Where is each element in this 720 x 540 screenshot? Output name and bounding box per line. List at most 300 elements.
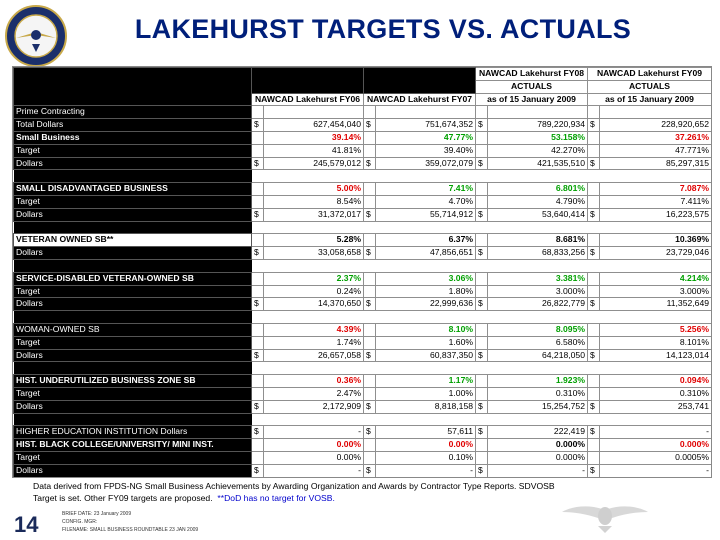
value-cell: 6.37%	[376, 234, 476, 247]
value-cell: 26,657,058	[264, 349, 364, 362]
value-cell	[488, 311, 588, 324]
value-cell	[376, 311, 476, 324]
dollar-sign-cell: $	[588, 119, 600, 132]
value-cell: 3.000%	[488, 285, 588, 298]
table-row	[14, 387, 712, 400]
value-cell: 751,674,352	[376, 119, 476, 132]
value-cell	[264, 106, 364, 119]
value-cell: 85,297,315	[600, 157, 712, 170]
table-row	[14, 426, 712, 439]
row-label: Dollars	[14, 464, 252, 477]
table-row	[14, 106, 712, 119]
dollar-sign-cell: $	[588, 426, 600, 439]
value-cell: -	[376, 464, 476, 477]
row-label: SERVICE-DISABLED VETERAN-OWNED SB	[14, 272, 252, 285]
value-cell	[264, 362, 364, 375]
spacer-row	[14, 221, 712, 234]
row-label: Small Business	[14, 131, 252, 144]
value-cell	[376, 259, 476, 272]
value-cell	[488, 362, 588, 375]
value-cell: 8.54%	[264, 195, 364, 208]
header-fy06: NAWCAD Lakehurst FY06	[252, 93, 364, 106]
value-cell: 8.101%	[600, 336, 712, 349]
dollar-sign-cell	[476, 285, 488, 298]
value-cell	[376, 221, 476, 234]
dollar-sign-cell	[476, 387, 488, 400]
dollar-sign-cell	[364, 183, 376, 196]
dollar-sign-cell: $	[476, 208, 488, 221]
value-cell: 11,352,649	[600, 298, 712, 311]
dollar-sign-cell: $	[476, 426, 488, 439]
value-cell: 42.270%	[488, 144, 588, 157]
value-cell: 2.37%	[264, 272, 364, 285]
spacer-row	[14, 413, 712, 426]
value-cell: 5.28%	[264, 234, 364, 247]
dollar-sign-cell	[476, 362, 488, 375]
value-cell	[488, 106, 588, 119]
dollar-sign-cell	[252, 439, 264, 452]
table-row	[14, 375, 712, 388]
value-cell: 22,999,636	[376, 298, 476, 311]
value-cell: 31,372,017	[264, 208, 364, 221]
navair-seal-logo	[4, 4, 68, 68]
value-cell	[264, 221, 364, 234]
value-cell: 8.095%	[488, 323, 588, 336]
footnote-line2: Target is set. Other FY09 targets are proposed.	[33, 493, 213, 503]
table-row	[14, 323, 712, 336]
dollar-sign-cell	[364, 272, 376, 285]
dollar-sign-cell: $	[588, 464, 600, 477]
row-label: Dollars	[14, 400, 252, 413]
dollar-sign-cell: $	[364, 298, 376, 311]
dollar-sign-cell: $	[588, 247, 600, 260]
dollar-sign-cell: $	[476, 298, 488, 311]
table-row	[14, 131, 712, 144]
brief-org: CONFIG. MGR:	[62, 519, 98, 525]
dollar-sign-cell	[476, 336, 488, 349]
dollar-sign-cell	[252, 272, 264, 285]
value-cell: 789,220,934	[488, 119, 588, 132]
row-label	[14, 362, 252, 375]
value-cell: 4.70%	[376, 195, 476, 208]
value-cell	[264, 259, 364, 272]
row-label: Dollars	[14, 208, 252, 221]
value-cell: 1.923%	[488, 375, 588, 388]
value-cell: 3.06%	[376, 272, 476, 285]
brief-info	[62, 510, 198, 534]
value-cell	[488, 259, 588, 272]
dollar-sign-cell	[252, 323, 264, 336]
dollar-sign-cell	[588, 106, 600, 119]
dollar-sign-cell	[588, 183, 600, 196]
value-cell: 245,579,012	[264, 157, 364, 170]
value-cell: 47,856,651	[376, 247, 476, 260]
dollar-sign-cell	[588, 311, 600, 324]
dollar-sign-cell	[252, 144, 264, 157]
dollar-sign-cell: $	[252, 400, 264, 413]
value-cell: 7.41%	[376, 183, 476, 196]
value-cell: 3.381%	[488, 272, 588, 285]
value-cell: -	[600, 464, 712, 477]
dollar-sign-cell	[364, 311, 376, 324]
dollar-sign-cell	[588, 144, 600, 157]
header-fy09-line2: ACTUALS	[588, 80, 712, 93]
value-cell: 0.00%	[376, 439, 476, 452]
brief-date: BRIEF DATE: 23 January 2009	[62, 511, 132, 517]
footnote	[33, 480, 633, 504]
value-cell: 15,254,752	[488, 400, 588, 413]
table-row	[14, 336, 712, 349]
dollar-sign-cell: $	[252, 349, 264, 362]
dollar-sign-cell	[588, 285, 600, 298]
value-cell: 57,611	[376, 426, 476, 439]
dollar-sign-cell	[364, 170, 376, 183]
dollar-sign-cell	[252, 311, 264, 324]
dollar-sign-cell: $	[252, 464, 264, 477]
footnote-note: **DoD has no target for VOSB.	[217, 493, 335, 503]
value-cell	[376, 413, 476, 426]
dollar-sign-cell	[476, 439, 488, 452]
value-cell: 0.094%	[600, 375, 712, 388]
value-cell	[488, 170, 588, 183]
dollar-sign-cell	[364, 106, 376, 119]
value-cell	[600, 311, 712, 324]
dollar-sign-cell: $	[252, 426, 264, 439]
row-label	[14, 221, 252, 234]
value-cell: 4.790%	[488, 195, 588, 208]
value-cell: 7.411%	[600, 195, 712, 208]
row-label: Dollars	[14, 247, 252, 260]
spacer-row	[14, 259, 712, 272]
dollar-sign-cell	[476, 451, 488, 464]
table-row	[14, 247, 712, 260]
dollar-sign-cell: $	[476, 349, 488, 362]
header-fy07: NAWCAD Lakehurst FY07	[364, 93, 476, 106]
value-cell	[264, 413, 364, 426]
dollar-sign-cell	[476, 259, 488, 272]
dollar-sign-cell	[588, 272, 600, 285]
spacer-row	[14, 170, 712, 183]
dollar-sign-cell: $	[252, 119, 264, 132]
dollar-sign-cell	[252, 413, 264, 426]
dollar-sign-cell: $	[364, 157, 376, 170]
brief-file: FILENAME: SMALL BUSINESS ROUNDTABLE 23 JAN 2009	[62, 527, 199, 533]
row-label: Target	[14, 451, 252, 464]
dollar-sign-cell: $	[364, 247, 376, 260]
naval-wings-icon	[560, 500, 650, 534]
value-cell: 2,172,909	[264, 400, 364, 413]
dollar-sign-cell	[588, 170, 600, 183]
dollar-sign-cell	[252, 387, 264, 400]
row-label: Target	[14, 387, 252, 400]
row-label: Target	[14, 336, 252, 349]
value-cell: -	[600, 426, 712, 439]
dollar-sign-cell	[588, 131, 600, 144]
table-row	[14, 157, 712, 170]
value-cell: -	[264, 464, 364, 477]
dollar-sign-cell: $	[364, 400, 376, 413]
dollar-sign-cell	[364, 413, 376, 426]
value-cell: 0.310%	[488, 387, 588, 400]
row-label: Dollars	[14, 157, 252, 170]
value-cell	[264, 170, 364, 183]
dollar-sign-cell	[476, 106, 488, 119]
value-cell: 0.0005%	[600, 451, 712, 464]
dollar-sign-cell: $	[476, 247, 488, 260]
row-label: VETERAN OWNED SB**	[14, 234, 252, 247]
dollar-sign-cell: $	[588, 298, 600, 311]
spacer-row	[14, 362, 712, 375]
row-label: Total Dollars	[14, 119, 252, 132]
table-row	[14, 298, 712, 311]
dollar-sign-cell	[588, 387, 600, 400]
spacer-row	[14, 311, 712, 324]
value-cell	[600, 106, 712, 119]
dollar-sign-cell	[588, 451, 600, 464]
dollar-sign-cell	[364, 144, 376, 157]
row-label	[14, 413, 252, 426]
dollar-sign-cell: $	[476, 400, 488, 413]
dollar-sign-cell	[252, 221, 264, 234]
header-fy09-line3: as of 15 January 2009	[588, 93, 712, 106]
value-cell: 14,123,014	[600, 349, 712, 362]
header-fy09-line1: NAWCAD Lakehurst FY09	[588, 68, 712, 81]
footnote-line1: Data derived from FPDS-NG Small Business Achievements by Awarding Organization and Awards by Contractor Type Reports. SDVOSB	[33, 481, 555, 491]
dollar-sign-cell	[588, 375, 600, 388]
dollar-sign-cell: $	[364, 464, 376, 477]
dollar-sign-cell	[588, 362, 600, 375]
dollar-sign-cell	[364, 259, 376, 272]
value-cell: 68,833,256	[488, 247, 588, 260]
value-cell: 0.000%	[488, 439, 588, 452]
table-row	[14, 349, 712, 362]
value-cell	[376, 170, 476, 183]
value-cell: 4.39%	[264, 323, 364, 336]
dollar-sign-cell	[252, 195, 264, 208]
value-cell: 627,454,040	[264, 119, 364, 132]
dollar-sign-cell	[364, 336, 376, 349]
dollar-sign-cell	[588, 221, 600, 234]
value-cell: 0.000%	[488, 451, 588, 464]
dollar-sign-cell	[476, 144, 488, 157]
dollar-sign-cell	[364, 323, 376, 336]
dollar-sign-cell	[252, 362, 264, 375]
header-blank	[14, 68, 252, 106]
value-cell: 8.10%	[376, 323, 476, 336]
dollar-sign-cell	[364, 375, 376, 388]
value-cell: 8.681%	[488, 234, 588, 247]
value-cell: 359,072,079	[376, 157, 476, 170]
dollar-sign-cell: $	[252, 247, 264, 260]
dollar-sign-cell	[252, 234, 264, 247]
value-cell: 0.00%	[264, 451, 364, 464]
header-fy08-line3: as of 15 January 2009	[476, 93, 588, 106]
value-cell: 26,822,779	[488, 298, 588, 311]
dollar-sign-cell: $	[364, 119, 376, 132]
value-cell: 47.771%	[600, 144, 712, 157]
dollar-sign-cell	[364, 221, 376, 234]
value-cell	[600, 259, 712, 272]
dollar-sign-cell	[364, 195, 376, 208]
value-cell: 8,818,158	[376, 400, 476, 413]
dollar-sign-cell	[252, 170, 264, 183]
value-cell	[376, 362, 476, 375]
page-title: LAKEHURST TARGETS VS. ACTUALS	[134, 14, 632, 44]
value-cell: 228,920,652	[600, 119, 712, 132]
dollar-sign-cell: $	[476, 464, 488, 477]
value-cell: 64,218,050	[488, 349, 588, 362]
value-cell: 0.10%	[376, 451, 476, 464]
value-cell	[376, 106, 476, 119]
table-row	[14, 234, 712, 247]
value-cell: 0.00%	[264, 439, 364, 452]
value-cell	[600, 413, 712, 426]
value-cell: 0.24%	[264, 285, 364, 298]
dollar-sign-cell	[588, 259, 600, 272]
value-cell: 5.256%	[600, 323, 712, 336]
dollar-sign-cell: $	[588, 400, 600, 413]
dollar-sign-cell	[588, 195, 600, 208]
table-row	[14, 208, 712, 221]
dollar-sign-cell	[588, 336, 600, 349]
value-cell: 60,837,350	[376, 349, 476, 362]
value-cell: 53.158%	[488, 131, 588, 144]
table-row	[14, 144, 712, 157]
row-label: HIGHER EDUCATION INSTITUTION Dollars	[14, 426, 252, 439]
value-cell	[600, 170, 712, 183]
dollar-sign-cell	[476, 170, 488, 183]
value-cell: 1.17%	[376, 375, 476, 388]
value-cell: -	[488, 464, 588, 477]
value-cell	[600, 362, 712, 375]
value-cell: 421,535,510	[488, 157, 588, 170]
dollar-sign-cell: $	[364, 208, 376, 221]
value-cell: 23,729,046	[600, 247, 712, 260]
header-fy08-line2: ACTUALS	[476, 80, 588, 93]
value-cell: 37.261%	[600, 131, 712, 144]
dollar-sign-cell	[252, 336, 264, 349]
table-row	[14, 464, 712, 477]
dollar-sign-cell	[476, 323, 488, 336]
value-cell: 41.81%	[264, 144, 364, 157]
table-row	[14, 285, 712, 298]
row-label: Target	[14, 285, 252, 298]
row-label	[14, 259, 252, 272]
dollar-sign-cell	[364, 285, 376, 298]
dollar-sign-cell	[252, 285, 264, 298]
value-cell: 3.000%	[600, 285, 712, 298]
value-cell	[488, 221, 588, 234]
value-cell: 253,741	[600, 400, 712, 413]
value-cell: 4.214%	[600, 272, 712, 285]
dollar-sign-cell	[364, 387, 376, 400]
table-row	[14, 195, 712, 208]
dollar-sign-cell	[476, 234, 488, 247]
dollar-sign-cell	[252, 106, 264, 119]
table-row	[14, 400, 712, 413]
value-cell: 14,370,650	[264, 298, 364, 311]
value-cell: 1.00%	[376, 387, 476, 400]
targets-actuals-table-container	[12, 66, 712, 478]
dollar-sign-cell	[476, 311, 488, 324]
row-label: HIST. BLACK COLLEGE/UNIVERSITY/ MINI INST.	[14, 439, 252, 452]
table-row	[14, 451, 712, 464]
header-row-1	[14, 68, 712, 81]
dollar-sign-cell	[476, 272, 488, 285]
page-number: 14	[14, 512, 39, 537]
dollar-sign-cell	[252, 259, 264, 272]
row-label	[14, 170, 252, 183]
dollar-sign-cell	[476, 131, 488, 144]
value-cell: -	[264, 426, 364, 439]
value-cell: 16,223,575	[600, 208, 712, 221]
value-cell: 7.087%	[600, 183, 712, 196]
row-label: WOMAN-OWNED SB	[14, 323, 252, 336]
row-label: Dollars	[14, 298, 252, 311]
row-label: HIST. UNDERUTILIZED BUSINESS ZONE SB	[14, 375, 252, 388]
value-cell: 55,714,912	[376, 208, 476, 221]
value-cell	[488, 413, 588, 426]
dollar-sign-cell: $	[364, 349, 376, 362]
dollar-sign-cell: $	[252, 208, 264, 221]
value-cell: 6.801%	[488, 183, 588, 196]
dollar-sign-cell	[364, 362, 376, 375]
dollar-sign-cell	[364, 234, 376, 247]
dollar-sign-cell	[476, 413, 488, 426]
dollar-sign-cell	[252, 375, 264, 388]
dollar-sign-cell	[252, 131, 264, 144]
value-cell: 6.580%	[488, 336, 588, 349]
dollar-sign-cell	[476, 183, 488, 196]
row-label: Prime Contracting	[14, 106, 252, 119]
dollar-sign-cell: $	[588, 349, 600, 362]
value-cell	[600, 221, 712, 234]
dollar-sign-cell	[588, 323, 600, 336]
row-label: SMALL DISADVANTAGED BUSINESS	[14, 183, 252, 196]
header-fy08-line1: NAWCAD Lakehurst FY08	[476, 68, 588, 81]
dollar-sign-cell: $	[476, 119, 488, 132]
dollar-sign-cell	[364, 451, 376, 464]
row-label	[14, 311, 252, 324]
value-cell: 222,419	[488, 426, 588, 439]
row-label: Target	[14, 144, 252, 157]
value-cell: 47.77%	[376, 131, 476, 144]
dollar-sign-cell	[364, 439, 376, 452]
dollar-sign-cell	[588, 413, 600, 426]
dollar-sign-cell: $	[252, 298, 264, 311]
table-row	[14, 272, 712, 285]
dollar-sign-cell	[252, 183, 264, 196]
value-cell: 1.80%	[376, 285, 476, 298]
value-cell: 33,058,658	[264, 247, 364, 260]
table-row	[14, 439, 712, 452]
row-label: Dollars	[14, 349, 252, 362]
dollar-sign-cell: $	[588, 208, 600, 221]
dollar-sign-cell	[588, 439, 600, 452]
value-cell	[264, 311, 364, 324]
value-cell: 0.000%	[600, 439, 712, 452]
value-cell: 39.40%	[376, 144, 476, 157]
value-cell: 39.14%	[264, 131, 364, 144]
dollar-sign-cell: $	[364, 426, 376, 439]
value-cell: 2.47%	[264, 387, 364, 400]
value-cell: 0.36%	[264, 375, 364, 388]
dollar-sign-cell	[364, 131, 376, 144]
value-cell: 0.310%	[600, 387, 712, 400]
targets-actuals-table	[13, 67, 712, 478]
value-cell: 5.00%	[264, 183, 364, 196]
value-cell: 1.60%	[376, 336, 476, 349]
